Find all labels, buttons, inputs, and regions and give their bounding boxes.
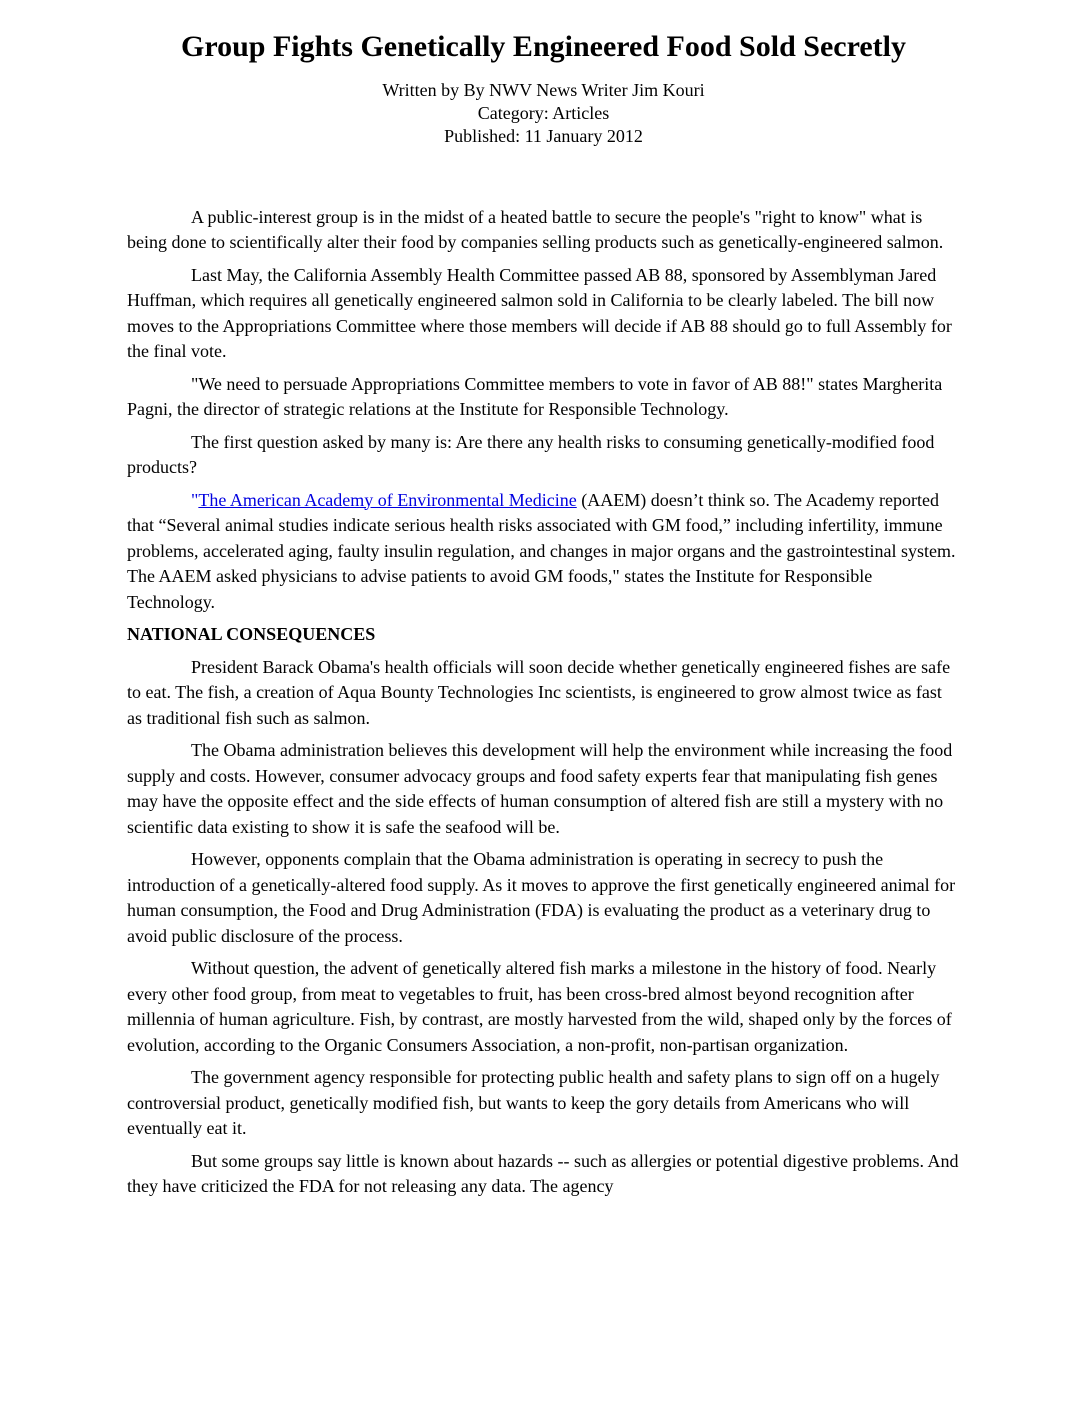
paragraph-aaem-text: (AAEM) doesn’t think so. The Academy reported that “Several animal studies indicate serious health risks associated with GM food,” including infertility, immune problems, accelerated aging, faulty insulin regulation, and changes in major organs and the gastrointestinal system. The AAEM asked physicians to advise patients to avoid GM foods," states the Institute for Responsible Technology. (127, 489, 956, 612)
article-body (127, 205, 960, 1200)
paragraph-opponents-secrecy: However, opponents complain that the Obama administration is operating in secrecy to push the introduction of a genetically-altered food supply. As it moves to approve the first genetically engineered animal for human consumption, the Food and Drug Administration (FDA) is evaluating the product as a veterinary drug to avoid public disclosure of the process. (127, 849, 956, 946)
paragraph-government-agency: The government agency responsible for protecting public health and safety plans to sign off on a hugely controversial product, genetically modified fish, but wants to keep the gory details from Americans who will eventually eat it. (127, 1067, 940, 1138)
paragraph-milestone-history: Without question, the advent of genetically altered fish marks a milestone in the history of food. Nearly every other food group, from meat to vegetables to fruit, has been cross-bred almost beyond recognition after millennia of human agriculture. Fish, by contrast, are mostly harvested from the wild, shaped only by the forces of evolution, according to the Organic Consumers Association, a non-profit, non-partisan organization. (127, 958, 952, 1055)
paragraph-groups-hazards: But some groups say little is known about hazards -- such as allergies or potential digestive problems. And they have criticized the FDA for not releasing any data. The agency (127, 1150, 959, 1196)
paragraph-aaem (127, 488, 960, 616)
link-opening-quote: " (191, 489, 199, 510)
article-title: Group Fights Genetically Engineered Food Sold Secretly (180, 30, 906, 63)
paragraph-public-interest: A public-interest group is in the midst of a heated battle to secure the people's "right to know" what is being done to scientifically alter their food by companies selling products such as genetically-engineered salmon. (127, 206, 944, 252)
paragraph-margherita-pagni: "We need to persuade Appropriations Committee members to vote in favor of AB 88!" states Margherita Pagni, the director of strategic relations at the Institute for Responsible Technology. (127, 373, 943, 419)
paragraph-obama-officials: President Barack Obama's health officials will soon decide whether genetically engineered fishes are safe to eat. The fish, a creation of Aqua Bounty Technologies Inc scientists, is engineered to grow almost twice as fast as traditional fish such as salmon. (127, 656, 951, 728)
article-published-line: Published: 11 January 2012 (444, 125, 643, 146)
aaem-link[interactable]: The American Academy of Environmental Medicine (198, 489, 577, 510)
article-author-line: Written by By NWV News Writer Jim Kouri (382, 79, 705, 100)
article-category-line: Category: Articles (477, 102, 610, 123)
paragraph-obama-administration: The Obama administration believes this development will help the environment while increasing the food supply and costs. However, consumer advocacy groups and food safety experts fear that manipulating fish genes may have the opposite effect and the side effects of human consumption of altered fish are still a mystery with no scientific data existing to show it is safe the seafood will be. (127, 740, 953, 837)
section-heading-national-consequences: NATIONAL CONSEQUENCES (127, 624, 376, 644)
paragraph-ab88-committee: Last May, the California Assembly Health Committee passed AB 88, sponsored by Assemblyman Jared Huffman, which requires all genetically engineered salmon sold in California to be clearly labeled. The bill now moves to the Appropriations Committee where those members will decide if AB 88 should go to full Assembly for the final vote. (127, 264, 952, 361)
article-meta (127, 79, 960, 148)
paragraph-first-question: The first question asked by many is: Are there any health risks to consuming genetically-modified food products? (127, 431, 935, 477)
